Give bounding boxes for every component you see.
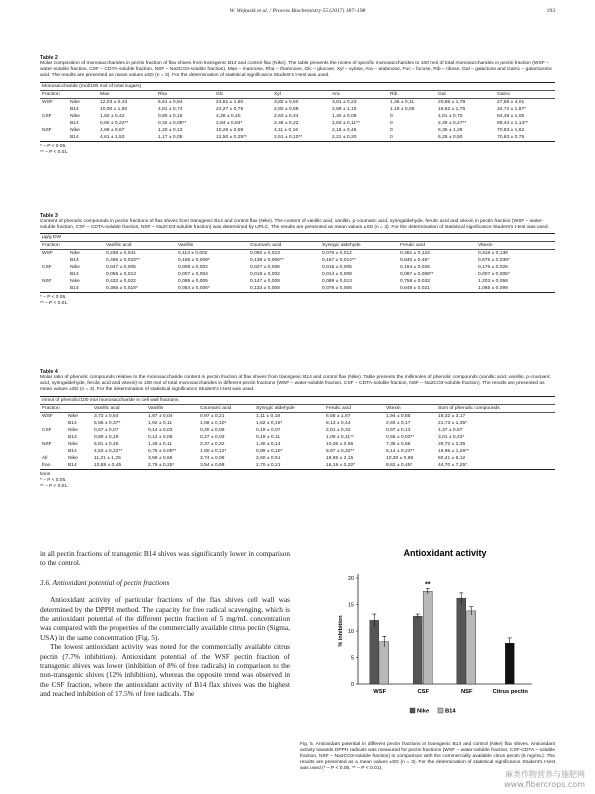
section-heading: 3.6. Antioxidant potential of pectin fractions [40,577,170,587]
column-header: Coumaric acid [248,242,320,250]
table-cell: 0,19 ± 0,07 [256,427,281,433]
table-cell: 1,203 ± 0,058 [478,279,508,285]
table-cell: NSF [42,441,52,447]
legend-label: B14 [445,708,456,715]
table-row [40,113,555,120]
table-cell: 2,51 ± 0,10** [272,134,330,142]
table-cell: 0,138 ± 0,006** [250,258,284,264]
table-cell: 0,89 ± 0,10* [256,448,283,454]
table-cell: 12,03 ± 0,43 [100,99,128,105]
table-cell: 2,01 ± 0,32 [326,427,351,433]
table-cell: 0,133 ± 0,008 [248,285,320,293]
table-4 [40,369,555,490]
table-cell: 2,63 ± 0,44 [274,113,299,119]
paragraph: in all pectin fractions of transgenic B14 shives was significantly lower in comparison to the control. [40,549,290,568]
table-row [40,427,555,434]
legend-swatch [438,708,443,713]
table-caption: Molar composition of monosaccharides in pectin fraction of flax shives from transgenic B14 and control flax (Nike). The table presents the moles of specific monosaccharides to 100 mol of total monosaccharides in pectin fraction (WSF – water-soluble fraction, CSF – CDTA-soluble fraction, NSF – Na2CO3-soluble fraction). Man – mannose, Rha – rhamnose, Glc – glucose, Xyl – xylose, Ara – arabinose, Fuc – fucose, Rib – ribose, Gal – galactose and GalAc – galacturonic acid. The results are presented as mean values ±SD (n = 3). For the determination of statistical significance Student's t-test was used. [40,61,553,79]
table-notes [40,144,555,156]
table-cell: 3,54 ± 0,68 [198,462,254,470]
legend-swatch [410,708,415,713]
table-cell: 44,70 ± 7,25* [436,462,555,470]
table-footnote: ** – P < 0.01. [40,483,69,489]
table-cell: B14 [68,285,104,293]
bar [457,598,466,684]
table-cell: 1,83 ± 0,11** [332,120,360,126]
column-header: Ferulic acid [398,242,476,250]
column-header: Glc [214,90,272,98]
table-cell: 0,80 ± 0,19 [94,434,119,440]
table-cell: 0,97 ± 0,21 [200,413,225,419]
table-cell: 34,72 ± 1,87* [497,106,527,112]
table-cell: 0,27 ± 0,03 [200,434,225,440]
table-cell [40,106,68,113]
bar [380,642,389,684]
y-axis-label: % inhibition [338,615,344,647]
table-row [40,434,555,441]
table-row [40,448,555,455]
table-cell: 70,83 ± 1,62 [497,127,525,133]
table-cell: 0,840 ± 0,45* [400,258,430,264]
table-cell: 0,007 ± 0,004 [178,272,208,278]
table-cell: 6,25 ± 0,50 [436,134,495,142]
table-cell: 29,72 ± 2,35 [438,441,466,447]
table-row [40,250,555,258]
table-caption: Molar ratio of phenolic compounds relative to the monosaccharide content in pectin fraction of flax shives from transgenic B14 and control flax (Nike). Table presents the millimoles of phenolic compounds (vanillic acid, vanillin, p-coumaric acid, syringaldehyde, ferulic acid and vitexin) to 100 mol of total monosaccharides in different pectin fractions (WSF – water-soluble fraction, CSF – CDTA-soluble fraction, NSF – Na2CO3-soluble fraction). The results are presented as mean values ±SD (n = 3). For the determination of statistical significance Student's t-test was used. [40,375,551,393]
table-cell: 1,30 ± 0,14 [256,441,281,447]
table-unit-label: Monosaccharide (mol/100 mol of total sugars) [40,82,555,90]
table-cell: 1,48 ± 0,11 [148,441,173,447]
column-header: Gal [436,90,495,98]
table-cell: 4,28 ± 0,40 [216,113,241,119]
table-cell: 6,97 ± 0,32** [326,448,355,454]
table-cell: 2,37 ± 0,32 [200,441,225,447]
column-header [66,404,92,412]
table-cell [40,448,66,455]
table-cell: 0,432 ± 0,022 [106,279,136,285]
table-2 [40,55,555,156]
table-cell: frac- [40,462,66,470]
table-cell: 21,73 ± 1,35* [438,420,468,426]
table-cell: 1,11 ± 0,18 [256,413,281,419]
table-caption: Content of phenolic compounds in pectin fractions of flax shives from transgenic B14 and control flax (Nike). The content of vanillic acid, vanillin, p-coumaric acid, syringaldehyde, ferulic acid and vitexin in pectin fraction (WSF – water-soluble fraction, CSF – CDTA-soluble fraction, NSF – Na2CO3-soluble fraction) was determined by UPLC. The results are presented as mean values ±SD (n = 3). For the determination of statistical significance Student's t-test was used. [40,219,549,231]
bar [370,620,379,684]
table-cell: All [42,455,48,461]
table-row [40,420,555,427]
table-cell: 10,00 ± 1,60 [100,106,128,112]
table-cell: B14 [70,272,79,278]
table-footnote: * – P < 0.05. [40,477,67,483]
table-cell: CSF [42,265,52,271]
table-cell: 0,157 ± 0,014** [322,258,356,264]
table-cell: 1,09 ± 0,11** [326,434,354,440]
table-cell [40,120,68,127]
table-cell: B14 [68,448,77,454]
chart-title: Antioxidant activity [403,548,487,558]
table-cell: 0,018 ± 0,002 [250,272,280,278]
table-cell: 24,27 ± 0,75 [216,106,244,112]
x-tick-label: NSF [460,689,473,695]
table-unit-label: mmol of phenolic/100 mol monosaccharide in cell wall fractions [40,396,555,404]
bar [413,616,422,684]
x-tick-label: WSF [373,689,387,695]
table-cell: Nike [70,279,80,285]
column-header: Ferulic acid [324,404,384,412]
column-header: Vanillic acid [104,242,176,250]
table-cell: 0,60 ± 0,22** [100,120,129,126]
table-cell: 2,60 ± 0,51 [256,455,281,461]
column-header: GalAc [495,90,555,98]
column-header [68,242,104,250]
x-tick-label: CSF [417,689,430,695]
table-cell: 70,83 ± 0,75 [495,134,555,142]
table-row [40,412,555,420]
table-row [40,441,555,448]
table-cell: Nike [68,441,78,447]
table-cell [40,420,66,427]
table-cell: 1,065 ± 0,099 [476,285,555,293]
table-cell: B14 [66,462,92,470]
table-cell: NSF [42,127,52,133]
table-cell: 6,58 ± 1,67 [326,413,351,419]
table-cell: 19,96 ± 1,26** [438,448,469,454]
table-cell: 8,13 ± 0,44 [326,420,351,426]
table-cell: 10,88 ± 0,45 [92,462,146,470]
table-cell: 0,97 ± 0,13 [386,427,411,433]
table-cell: 4,68 ± 0,87 [100,127,125,133]
table-cell: 0,365 ± 0,018* [104,285,176,293]
table-cell: 1,46 ± 0,11 [390,99,415,105]
page-number: 193 [546,8,555,14]
column-header [68,90,98,98]
table-cell: 50,41 ± 6,12 [438,455,466,461]
table-cell: 2,80 ± 0,68 [274,106,299,112]
table-cell: 16,32 ± 3,17 [438,413,466,419]
table-cell: 0,087 ± 0,008** [400,272,434,278]
table-cell: 2,93 ± 0,17 [386,420,411,426]
table-cell: 27,58 ± 4,01 [497,99,525,105]
table-cell: 0,089 ± 0,013 [322,279,352,285]
column-header: Syringic aldehyde [320,242,398,250]
table-cell: 3,74 ± 0,08 [200,455,225,461]
table-cell: 0 [390,120,393,126]
table-cell: 12,50 ± 0,25** [214,134,272,142]
data-table [40,82,555,142]
table-cell: 10,26 ± 0,59 [216,127,244,133]
table-cell: WSF [42,251,53,257]
table-row [40,120,555,127]
table-cell: 0,060 ± 0,013 [250,251,280,257]
table-cell: WSF [42,99,53,105]
table-cell: Nike [70,127,80,133]
table-cell: 0,55 ± 0,03** [386,434,415,440]
legend-label: Nike [417,708,430,715]
table-cell: 0,75 ± 0,09** [148,448,177,454]
table-cell: 4,81 ± 0,74 [158,106,183,112]
table-cell: 0 [388,134,436,142]
table-cell: 4,37 ± 0,67 [438,427,463,433]
table-cell: 2,48 ± 0,22 [274,120,299,126]
table-cell: Nike [70,113,80,119]
table-cell: 0,481 ± 0,122 [400,251,430,257]
column-header: Vitexin [384,404,436,412]
table-cell: 1,58 ± 0,10* [200,420,227,426]
figure-caption: Fig. 5. Antioxidant potential in different pectin fractions in transgenic B14 and control (Nike) flax shives. Antioxidant activity towards DPPH radicals was measured for pectin fractions (WSF – water-soluble fraction, CSF-CDTA – soluble fraction, NSF – Na2CO3-soluble fraction) in comparison with the commercially available citrus pectin (5 mg/mL). The results are presented as a mean values ±SD (n = 3). For the determination of statistical significance Student's t-test was used (* – P < 0.05, ** – P < 0.01). [300,742,555,772]
table-cell: 0,155 ± 0,009* [178,258,210,264]
table-cell: 0,32 ± 0,08** [158,120,187,126]
table-cell: 0,164 ± 0,026 [400,265,430,271]
table-cell: 0,014 ± 0,008 [322,272,352,278]
column-header: Sum of phenolic compounds [436,404,555,412]
table-cell: 0,113 ± 0,002 [178,251,208,257]
bar [423,591,432,684]
table-cell: 2,79 ± 0,25* [146,462,198,470]
table-cell: 10,30 ± 0,86 [386,455,414,461]
table-cell: 89,44 ± 1,14** [497,120,528,126]
table-cell: 0,496 ± 0,033** [106,258,140,264]
watermark [504,770,585,790]
table-cell: 16,19 ± 0,32* [324,462,384,470]
table-cell: 3,73 ± 0,64 [94,413,119,419]
table-title: Table 2 [40,55,58,61]
table-row [40,98,555,106]
paragraph: Antioxidant activity of particular fractions of the flax shives cell wall was determined by the DPPH method. The capacity for free radical scavenging, which is the antioxidant potential of the different pectin fraction of 5 mg/mL concentration was compared with the properties of the commercially available citrus pectin (Sigma, USA) in the same concentration (Fig. 5). [40,595,290,642]
table-cell: B14 [68,134,98,142]
table-row [40,455,555,462]
paragraph: The lowest antioxidant activity was noted for the commercially available citrus pectin (7.7% inhibition). Antioxidant potential of the WSF pectin fraction of transgenic shives was lower (inhibition of 8% of free radicals) in comparison to the non-transgenic shives (12% inhibition), whereas the opposite trend was observed in the CSF fraction, where the antioxidant activity of B14 flax shives was the highest and reached inhibition of 17.5% of free radicals. The [40,642,290,699]
table-cell: Nike [68,427,78,433]
table-cell: 2,59 ± 1,15 [332,106,357,112]
y-tick-label: 0 [350,682,354,688]
table-cell: 4,53 ± 0,22** [94,448,123,454]
table-cell: B14 [70,120,79,126]
body-text [40,549,290,699]
column-header: Vanillin [176,242,248,250]
table-footnote: tions [40,471,51,477]
column-header: Rib [388,90,436,98]
table-cell: 5,14 ± 0,23** [386,448,415,454]
table-notes [40,295,555,307]
y-tick-label: 10 [347,629,354,635]
table-cell: B14 [70,258,79,264]
data-table [40,233,555,293]
running-header [40,8,555,18]
table-cell: Nike [70,251,80,257]
x-tick-label: Citrus pectin [492,689,528,695]
bar [467,611,476,684]
table-3 [40,213,555,307]
table-cell: 0,015 ± 0,005 [322,265,352,271]
table-cell: 0 [390,113,393,119]
table-cell: 0,12 ± 0,06 [148,434,173,440]
table-cell: 1,19 ± 0,06 [390,106,415,112]
table-cell: 0,009 ± 0,002 [178,265,208,271]
table-cell: 6,35 ± 1,28 [438,127,463,133]
table-cell: 0,007 ± 0,005* [478,272,510,278]
y-tick-label: 5 [350,655,354,662]
table-cell: 1,40 ± 0,09 [332,113,357,119]
table-row [40,278,555,285]
column-header: Vitexin [476,242,555,250]
column-header: Vanillin [146,404,198,412]
significance-mark: ** [425,581,431,589]
table-cell: B14 [70,106,79,112]
table-cell: B14 [68,434,77,440]
table-cell: 0,14 ± 0,03 [148,427,173,433]
table-cell: 0,047 ± 0,005 [106,265,136,271]
column-header: Fraction [40,404,66,412]
column-header: Coumaric acid [198,404,254,412]
table-cell: Nike [68,413,78,419]
table-footnote: * – P < 0.05. [40,143,67,149]
table-cell: 1,80 ± 0,12* [200,448,227,454]
table-cell: Nike [68,455,78,461]
column-header: Vanillic acid [92,404,146,412]
table-cell [40,257,68,264]
table-cell: Nike [70,99,80,105]
column-header: Rha [156,90,214,98]
table-cell: 6,81 ± 0,45 [94,441,119,447]
table-footnote: ** – P < 0.01. [40,149,69,155]
table-cell: 3,59 ± 0,55 [148,455,173,461]
table-cell: 0,19 ± 0,11 [256,434,281,440]
table-cell: 1,82 ± 0,42 [100,113,125,119]
table-cell: 11,21 ± 1,25 [94,455,121,461]
table-cell: 5,51 ± 0,84 [158,99,183,105]
table-title: Table 4 [40,369,58,375]
table-row [40,134,555,142]
table-cell: 1,97 ± 0,04 [148,413,173,419]
table-cell [40,434,66,441]
table-cell: 10,36 ± 0,55 [326,441,354,447]
watermark-line: 麻类作物营养与施肥网 [505,770,585,779]
table-cell: WSF [42,413,53,419]
table-unit-label: μg/g DW [40,234,555,242]
table-cell: 2,84 ± 0,84* [216,120,243,126]
table-cell: 0,078 ± 0,006 [320,285,398,293]
table-cell [40,134,68,142]
table-cell: 0,758 ± 0,033 [400,279,430,285]
table-cell: 0,40 ± 0,09 [200,427,225,433]
table-cell: 0,054 ± 0,006* [176,285,248,293]
table-cell: 1,62 ± 0,15* [256,420,283,426]
table-cell: B14 [68,420,77,426]
table-cell: 4,51 ± 0,70 [438,113,463,119]
table-cell: 0,675 ± 0,039* [478,258,510,264]
table-cell: 84,48 ± 1,05 [497,113,525,119]
table-row [40,127,555,134]
table-cell: 1,94 ± 0,85 [386,413,411,419]
table-cell: 1,20 ± 0,13 [158,127,183,133]
table-cell: 0,80 ± 0,15 [158,113,183,119]
table-cell: 3,01 ± 0,43* [438,434,465,440]
y-tick-label: 20 [347,576,354,582]
table-cell: 8,62 ± 0,45* [384,462,436,470]
table-cell: 5,55 ± 0,37* [94,420,121,426]
table-cell: CSF [42,113,52,119]
column-header: Man [98,90,156,98]
bar [505,643,514,684]
table-cell: CSF [42,427,52,433]
table-notes [40,472,555,490]
table-cell [40,285,68,293]
table-row [40,106,555,113]
table-cell: 1,17 ± 0,05 [156,134,214,142]
data-table [40,396,555,470]
table-cell: 2,21 ± 0,20 [330,134,388,142]
table-row [40,285,555,293]
table-row [40,264,555,271]
column-header: Xyl [272,90,330,98]
table-cell: 0,316 ± 0,138 [478,251,508,257]
table-cell: 19,62 ± 1,75 [438,106,466,112]
table-title: Table 3 [40,213,58,219]
table-cell: 0,085 ± 0,005 [178,279,208,285]
column-header: Ara [330,90,388,98]
table-cell: 0,076 ± 0,012 [322,251,352,257]
table-cell [40,271,68,278]
column-header: Fraction [40,90,68,98]
antioxidant-bar-chart [300,542,555,738]
table-cell: Nike [70,265,80,271]
table-cell: 4,11 ± 0,16 [274,127,299,133]
table-row [40,271,555,278]
table-cell: 18,95 ± 2,15 [326,455,354,461]
table-cell: 2,70 ± 0,21 [254,462,324,470]
table-cell: 0 [390,127,393,133]
table-footnote: ** – P < 0.01. [40,301,69,307]
table-cell: 1,92 ± 0,11 [148,420,173,426]
table-cell: 2,18 ± 0,45 [332,127,357,133]
table-cell: 4,61 ± 1,53 [98,134,156,142]
watermark-line: www.fibercrops.com [504,780,585,789]
running-title: W. Wojtasik et al. / Process Biochemistry 55 (2017) 187–198 [229,8,366,14]
table-row [40,257,555,264]
table-cell: 0,648 ± 0,021 [398,285,476,293]
table-cell: 0,027 ± 0,006 [250,265,280,271]
column-header: Syringic aldehyde [254,404,324,412]
table-footnote: * – P < 0.05. [40,295,67,301]
table-row [40,462,555,470]
table-cell: 0,147 ± 0,009 [250,279,280,285]
table-cell: 0,175 ± 0,025 [478,265,508,271]
table-cell: 7,39 ± 0,66 [386,441,411,447]
column-header: Fraction [40,242,68,250]
table-cell: 0,236 ± 0,041 [106,251,136,257]
table-cell: 24,81 ± 1,80 [216,99,244,105]
table-cell: 2,49 ± 0,47** [438,120,467,126]
table-cell: 3,81 ± 0,23 [332,99,357,105]
table-cell: 3,82 ± 0,50 [274,99,299,105]
table-cell: 20,86 ± 1,78 [438,99,466,105]
table-cell: 0,67 ± 0,07 [94,427,119,433]
table-cell: 0,055 ± 0,013 [106,272,136,278]
table-cell: NSF [42,279,52,285]
y-tick-label: 15 [347,602,354,609]
